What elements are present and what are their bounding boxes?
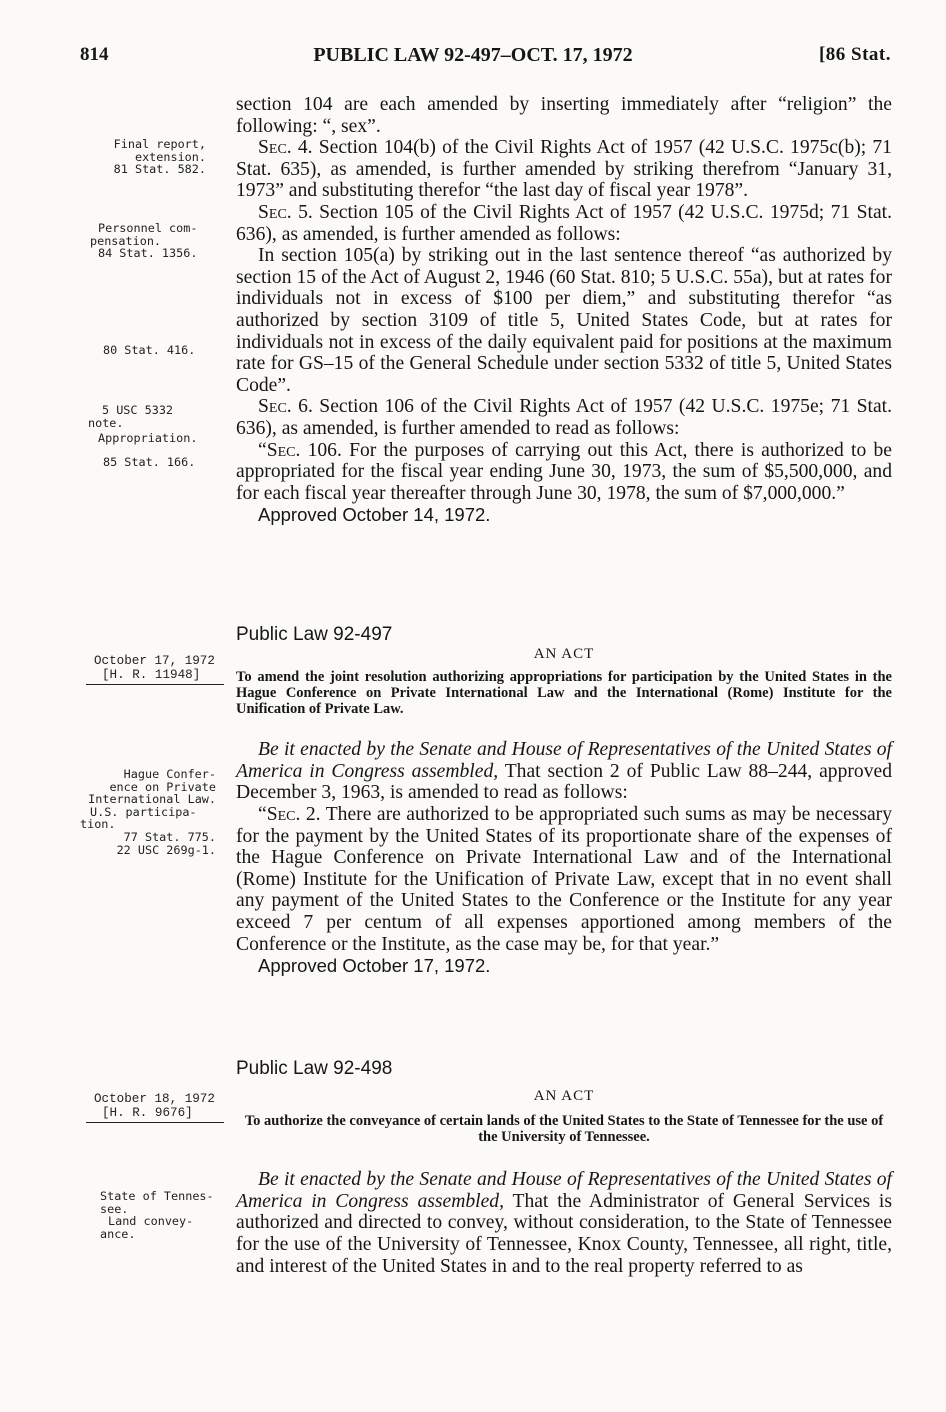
enacting-phrase: Be it enacted by the Senate and House of Representatives of the United States of America in Congress assembled, [236, 739, 892, 782]
enacting-text: That the Administrator of General Services is authorized and directed to convey, without consideration, to the State of Tennessee for the use of the University of Tennessee, Knox County, Tennessee, all right, title, and interest of the United States in and to the real property referred to as [236, 1190, 892, 1277]
section-label: “Sec. 106. [258, 439, 342, 461]
margin-note-personnel [90, 221, 218, 261]
margin-note-tennessee [100, 1190, 220, 1240]
continued-sections [236, 94, 892, 526]
section-label: Sec. 5. [258, 201, 313, 223]
margin-note-hague [80, 768, 216, 856]
margin-note-stat-416 [103, 344, 195, 357]
margin-note-line: 85 Stat. 166. [103, 455, 196, 469]
approved-date: Approved October 17, 1972. [258, 955, 491, 977]
enacting-clause [236, 739, 892, 804]
act-purpose: To amend the joint resolution authorizing appropriations for participation by the United States in the Hague Conference on Private International Law and the International (Rome) Institute for the Unification of Private Law. [236, 669, 892, 718]
section-label: “Sec. 2. [258, 803, 321, 825]
paragraph-section-105a: In section 105(a) by striking out in the last sentence thereof “as authorized by section 15 of the Act of August 2, 1946 (60 Stat. 810; 5 U.S.C. 55a), but at rates for individuals not in excess of $100 per diem,” and substituting therefor “as authorized by section 3109 of title 5, United States Code, but at rates for individuals not in excess of the daily equivalent paid for positions at the maximum rate for GS–15 of the General Schedule under section 5332 of title 5, United States Code”. [236, 245, 892, 396]
margin-note-line: Land convey- [108, 1214, 194, 1229]
approved-date: Approved October 14, 1972. [258, 504, 491, 526]
an-act-heading: AN ACT [533, 645, 595, 662]
paragraph-sec-6 [236, 396, 892, 439]
law-title: Public Law 92-498 [236, 1058, 393, 1079]
margin-note-pl498-date [94, 1092, 215, 1120]
margin-note-line: State of Tennes- [100, 1189, 214, 1203]
margin-note-line: Appropriation. [98, 431, 198, 445]
volume-reference: [86 Stat. [818, 44, 891, 65]
paragraph-sec-4 [236, 137, 892, 202]
paragraph-section-104: section 104 are each amended by inserting immediately after “religion” the following: “, sex”. [236, 94, 892, 137]
margin-note-line: October 18, 1972 [94, 1092, 215, 1106]
margin-note-line: 84 Stat. 1356. [98, 246, 198, 261]
enacting-text: That section 2 of Public Law 88–244, approved December 3, 1963, is amended to read as follows: [236, 760, 892, 804]
paragraph-sec-2 [236, 804, 892, 955]
margin-note-line: note. [88, 415, 124, 430]
margin-note-line: 5 USC 5332 [102, 403, 174, 417]
section-label: Sec. 4. [258, 137, 313, 159]
margin-note-line: 80 Stat. 416. [103, 343, 196, 357]
margin-note-line: Final report, [113, 137, 206, 151]
margin-note-line: 81 Stat. 582. [113, 162, 206, 177]
margin-note-line: extension. [134, 149, 206, 164]
margin-note-appropriation [98, 432, 197, 445]
act-purpose: To authorize the conveyance of certain lands of the United States to the State of Tennessee for the use of the University of Tennessee. [244, 1113, 884, 1146]
margin-note-line: tion. [80, 817, 116, 832]
margin-note-line: 22 USC 269g-1. [116, 842, 216, 857]
margin-note-usc-5332 [88, 404, 218, 429]
margin-note-stat-166 [103, 456, 195, 469]
section-text: Section 104(b) of the Civil Rights Act of 1957 (42 U.S.C. 1975c(b); 71 Stat. 635), as amended, is further amended by striking therefrom “January 31, 1973” and substituting therefor “the last day of fiscal year 1978”. [236, 137, 892, 202]
paragraph-sec-5 [236, 202, 892, 245]
margin-rule [86, 1122, 224, 1123]
page-number: 814 [80, 44, 109, 65]
an-act-heading: AN ACT [533, 1087, 595, 1104]
section-text: For the purposes of carrying out this Act, there is authorized to be appropriated for the fiscal year ending June 30, 1973, the sum of $5,500,000, and for each fiscal year thereafter through June 30, 1978, the sum of $7,000,000.” [236, 439, 892, 504]
margin-note-line: U.S. participa- [90, 804, 197, 819]
margin-note-line: 77 Stat. 775. [123, 829, 216, 844]
margin-note-line: ance. [100, 1226, 136, 1241]
margin-note-line: [H. R. 9676] [102, 1106, 193, 1120]
margin-note-line: October 17, 1972 [94, 654, 215, 668]
margin-rule [86, 684, 224, 685]
public-law-92-498 [236, 1058, 892, 1277]
section-text: Section 105 of the Civil Rights Act of 1957 (42 U.S.C. 1975d; 71 Stat. 636), as amended, is further amended as follows: [236, 201, 892, 245]
enacting-clause [236, 1169, 892, 1277]
margin-note-final-report [80, 138, 206, 176]
section-text: There are authorized to be appropriated such sums as may be necessary for the payment by the United States of its proportionate share of the expenses of the Hague Conference on Private International Law and of the International (Rome) Institute for the Unification of Private Law, except that in no event shall any payment of the United States to the Conference or the Institute for any year exceed 7 per centum of all expenses apportioned among members of the Conference or the Institute, as the case may be, for that year.” [236, 803, 893, 955]
margin-note-pl497-date [94, 654, 215, 682]
enacting-phrase: Be it enacted by the Senate and House of Representatives of the United States of America in Congress assembled, [236, 1169, 892, 1212]
law-title: Public Law 92-497 [236, 624, 393, 645]
section-text: Section 106 of the Civil Rights Act of 1957 (42 U.S.C. 1975e; 71 Stat. 636), as amended, is further amended to read as follows: [236, 396, 892, 439]
running-title: PUBLIC LAW 92-497–OCT. 17, 1972 [313, 44, 633, 66]
section-label: Sec. 6. [258, 396, 313, 418]
margin-note-line: pensation. [90, 233, 162, 248]
paragraph-sec-106 [236, 440, 892, 505]
margin-note-line: International Law. [88, 792, 216, 807]
margin-note-line: Hague Confer- [123, 767, 216, 781]
public-law-92-497 [236, 624, 892, 977]
margin-note-line: [H. R. 11948] [102, 668, 201, 682]
margin-note-line: Personnel com- [98, 221, 198, 235]
margin-note-line: see. [100, 1201, 129, 1216]
margin-note-line: ence on Private [109, 779, 216, 794]
